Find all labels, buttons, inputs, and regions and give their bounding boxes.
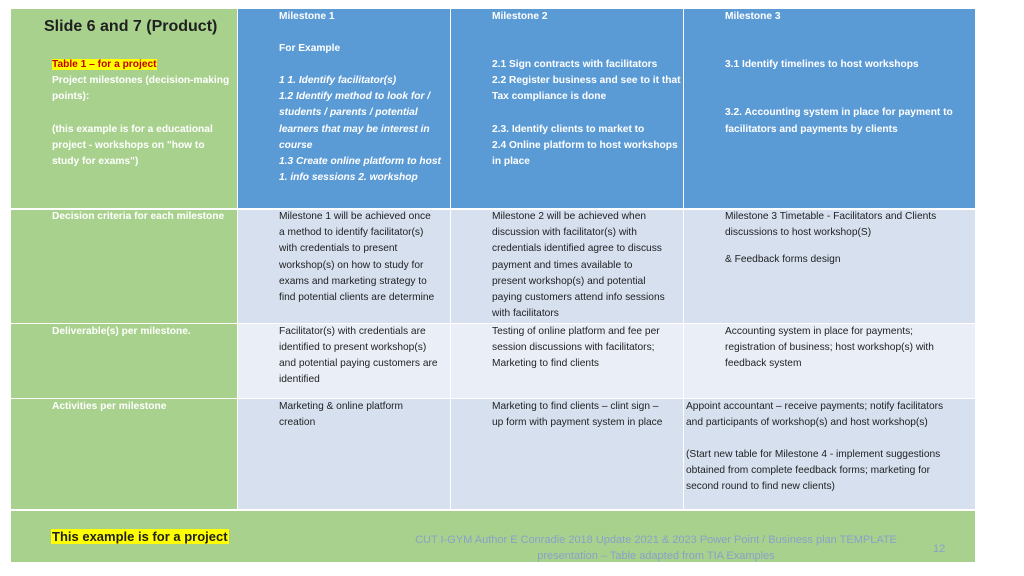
m2-line-4: 2.3. Identify clients to market to <box>492 124 645 135</box>
milestone3-title: Milestone 3 <box>725 11 781 22</box>
slide-title: Slide 6 and 7 (Product) <box>44 18 218 35</box>
header-milestone2-cell <box>451 9 683 208</box>
activities-m3-line-2: and participants of workshop(s) and host workshop(s) <box>686 417 928 428</box>
footer-line-2: presentation – Table adapted from TIA Examples <box>537 550 775 562</box>
footer-line-1: CUT I-GYM Author E Conradie 2018 Update 2021 & 2023 Power Point / Business plan TEMPLATE <box>415 534 897 546</box>
decision-m1-line-6: find potential clients are determine <box>279 292 435 303</box>
m2-line-6: in place <box>492 156 530 167</box>
activities-m3-line-3: (Start new table for Milestone 4 - implement suggestions <box>686 449 941 460</box>
table-label: Table 1 – for a project <box>52 59 157 70</box>
decision-m1-line-1: Milestone 1 will be achieved once <box>279 211 431 222</box>
m1-line-3: students / parents / potential <box>279 107 418 118</box>
decision-m2-line-3: credentials identified agree to discuss <box>492 243 662 254</box>
deliverable-m2-line-1: Testing of online platform and fee per <box>492 326 660 337</box>
m1-line-1: 1 1. Identify facilitator(s) <box>279 75 397 86</box>
decision-m1-line-5: exams and marketing strategy to <box>279 276 427 287</box>
m2-line-2: 2.2 Register business and see to it that <box>492 75 681 86</box>
decision-m2-line-5: present workshop(s) and potential <box>492 276 646 287</box>
m1-line-4: learners that may be interest in <box>279 124 430 135</box>
activities-m2-line-2: up form with payment system in place <box>492 417 663 428</box>
project-milestones-label-2: points): <box>52 91 90 102</box>
example-note-1: (this example is for a educational <box>52 124 213 135</box>
activities-m1-line-1: Marketing & online platform <box>279 401 404 412</box>
activities-m3-line-5: second round to find new clients) <box>686 481 835 492</box>
deliverable-m3-line-1: Accounting system in place for payments; <box>725 326 913 337</box>
decision-m2-line-2: discussion with facilitator(s) with <box>492 227 637 238</box>
milestone1-title: Milestone 1 <box>279 11 335 22</box>
m1-line-5: course <box>279 140 313 151</box>
m2-line-1: 2.1 Sign contracts with facilitators <box>492 59 658 70</box>
deliverable-m1-line-1: Facilitator(s) with credentials are <box>279 326 426 337</box>
page-number: 12 <box>933 543 946 555</box>
for-example-label: For Example <box>279 43 341 54</box>
decision-m2-line-1: Milestone 2 will be achieved when <box>492 211 647 222</box>
m3-line-1: 3.1 Identify timelines to host workshops <box>725 59 919 70</box>
milestone2-title: Milestone 2 <box>492 11 548 22</box>
decision-label-cell <box>11 210 237 323</box>
decision-m1-line-3: with credentials to present <box>279 243 398 254</box>
deliverable-m1-line-4: identified <box>279 374 320 385</box>
decision-m3-line-3: & Feedback forms design <box>725 254 841 265</box>
decision-m3-line-2: discussions to host workshop(S) <box>725 227 872 238</box>
header-label-cell <box>11 9 237 208</box>
activities-m3-line-4: obtained from complete feedback forms; marketing for <box>686 465 931 476</box>
deliverable-m2-line-3: Marketing to find clients <box>492 358 600 369</box>
project-milestones-label-1: Project milestones (decision-making <box>52 75 230 86</box>
decision-m3-line-1: Milestone 3 Timetable - Facilitators and Clients <box>725 211 937 222</box>
deliverable-label: Deliverable(s) per milestone. <box>52 326 191 337</box>
m1-line-7: 1. info sessions 2. workshop <box>279 172 418 183</box>
decision-m2-line-7: with facilitators <box>492 308 559 319</box>
m3-line-3: facilitators and payments by clients <box>725 124 898 135</box>
footer-credit <box>390 532 922 564</box>
deliverable-m2-line-2: session discussions with facilitators; <box>492 342 655 353</box>
deliverable-m1-line-2: identified to present workshop(s) <box>279 342 427 353</box>
activities-label: Activities per milestone <box>52 401 167 412</box>
m1-line-2: 1.2 Identify method to look for / <box>279 91 431 102</box>
decision-m1-line-4: workshop(s) on how to study for <box>279 260 424 271</box>
m2-line-3: Tax compliance is done <box>492 91 607 102</box>
activities-m3-line-1: Appoint accountant – receive payments; notify facilitators <box>686 401 944 412</box>
activities-label-cell <box>11 399 237 509</box>
decision-criteria-label: Decision criteria for each milestone <box>52 211 225 222</box>
example-note-2: project - workshops on "how to <box>52 140 205 151</box>
m1-line-6: 1.3 Create online platform to host <box>279 156 441 167</box>
decision-m2-line-6: paying customers attend info sessions <box>492 292 665 303</box>
activities-m1-line-2: creation <box>279 417 316 428</box>
deliverable-m3-line-2: registration of business; host workshop(s) with <box>725 342 934 353</box>
m2-line-5: 2.4 Online platform to host workshops <box>492 140 678 151</box>
bottom-project-label: This example is for a project <box>52 529 228 544</box>
deliverable-m1-line-3: and potential paying customers are <box>279 358 438 369</box>
decision-m1-line-2: a method to identify facilitator(s) <box>279 227 424 238</box>
activities-m1-cell <box>238 399 450 509</box>
activities-m2-line-1: Marketing to find clients – clint sign – <box>492 401 659 412</box>
example-note-3: study for exams") <box>52 156 139 167</box>
m3-line-2: 3.2. Accounting system in place for payment to <box>725 107 953 118</box>
decision-m2-line-4: payment and times available to <box>492 260 633 271</box>
deliverable-m3-line-3: feedback system <box>725 358 802 369</box>
